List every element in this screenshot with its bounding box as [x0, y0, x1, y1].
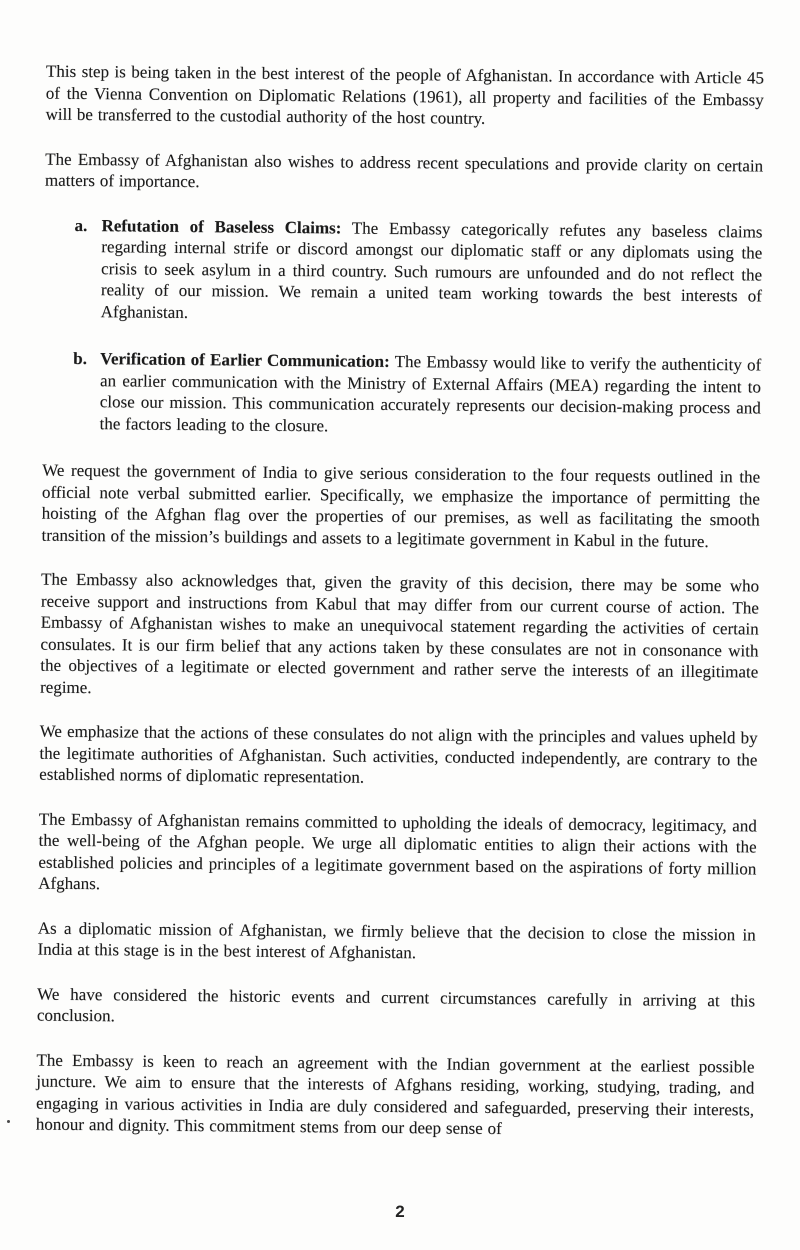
list-item-b	[72, 348, 761, 441]
paragraph-historic-events: We have considered the historic events and current circumstances carefully in arriving at this conclusion.	[36, 984, 756, 1026]
list-item-b-title: Verification of Earlier Communication:	[100, 349, 390, 371]
list-item-b-body: The Embassy would like to verify the authenticity of an earlier communication with the Ministry of External Affairs (MEA) regarding the intent to close our mission. This communication accurately represents our decision-making process and the factors leading to the closure.	[99, 351, 762, 435]
list-item-a	[74, 214, 763, 328]
page-number: 2	[395, 1202, 405, 1221]
list-item-a-title: Refutation of Baseless Claims:	[101, 215, 342, 237]
paragraph-address-speculations: The Embassy of Afghanistan also wishes to address recent speculations and provide clarity on certain matters of importance.	[44, 149, 764, 192]
paragraph-consulates-norms: We emphasize that the actions of these consulates do not align with the principles and values upheld by the legitimate authorities of Afghanistan. Such activities, conducted independently, are contrary to the established norms of diplomatic representation.	[39, 721, 758, 787]
paragraph-vienna-convention: This step is being taken in the best interest of the people of Afghanistan. In accordance with Article 45 of the Vienna Convention on Diplomatic Relations (1961), all property and facilities of the Embassy will be transferred to the custodial authority of the host country.	[45, 61, 765, 128]
paragraph-agreement-with-india: The Embassy is keen to reach an agreement with the Indian government at the earliest possible juncture. We aim to ensure that the interests of Afghans residing, working, studying, trading, and engaging in various activities in India are duly considered and safeguarded, preserving their interests, honour and dignity. This commitment stems from our deep sense of	[35, 1050, 755, 1139]
list-marker-a: a.	[74, 215, 88, 235]
list-item-a-body: The Embassy categorically refutes any baseless claims regarding internal strife or discord amongst our diplomatic staff or any diplomats using the crisis to seek asylum in a third country. Such rumours are unfounded and do not reflect the reality of our mission. We remain a united team working towards the best interests of Afghanistan.	[100, 218, 763, 322]
paragraph-four-requests: We request the government of India to give serious consideration to the four requests outlined in the official note verbal submitted earlier. Specifically, we emphasize the importance of permitting the hoisting of the Afghan flag over the properties of our premises, as well as facilitating the smooth transition of the mission’s buildings and assets to a legitimate government in Kabul in the future.	[41, 460, 761, 551]
scan-speck-dot	[7, 1120, 10, 1123]
list-item-b-text	[99, 348, 761, 440]
list-marker-b: b.	[73, 348, 88, 369]
list-item-a-text	[101, 215, 763, 329]
paragraph-consulates-statement: The Embassy also acknowledges that, given the gravity of this decision, there may be some who receive support and instructions from Kabul that may differ from our current course of action. The Embassy of Afghanistan wishes to make an unequivocal statement regarding the activities of certain consulates. It is our firm belief that any actions taken by these consulates are not in consonance with the objectives of a legitimate or elected government and rather serve the interests of an illegitimate regime.	[39, 569, 760, 697]
paragraph-close-mission-decision: As a diplomatic mission of Afghanistan, we firmly believe that the decision to close the mission in India at this stage is in the best interest of Afghanistan.	[37, 918, 756, 963]
paragraph-democracy-commitment: The Embassy of Afghanistan remains committed to upholding the ideals of democracy, legitimacy, and the well-being of the Afghan people. We urge all diplomatic entities to align their actions with the established policies and principles of a legitimate government based on the aspirations of forty million Afghans.	[38, 809, 757, 894]
